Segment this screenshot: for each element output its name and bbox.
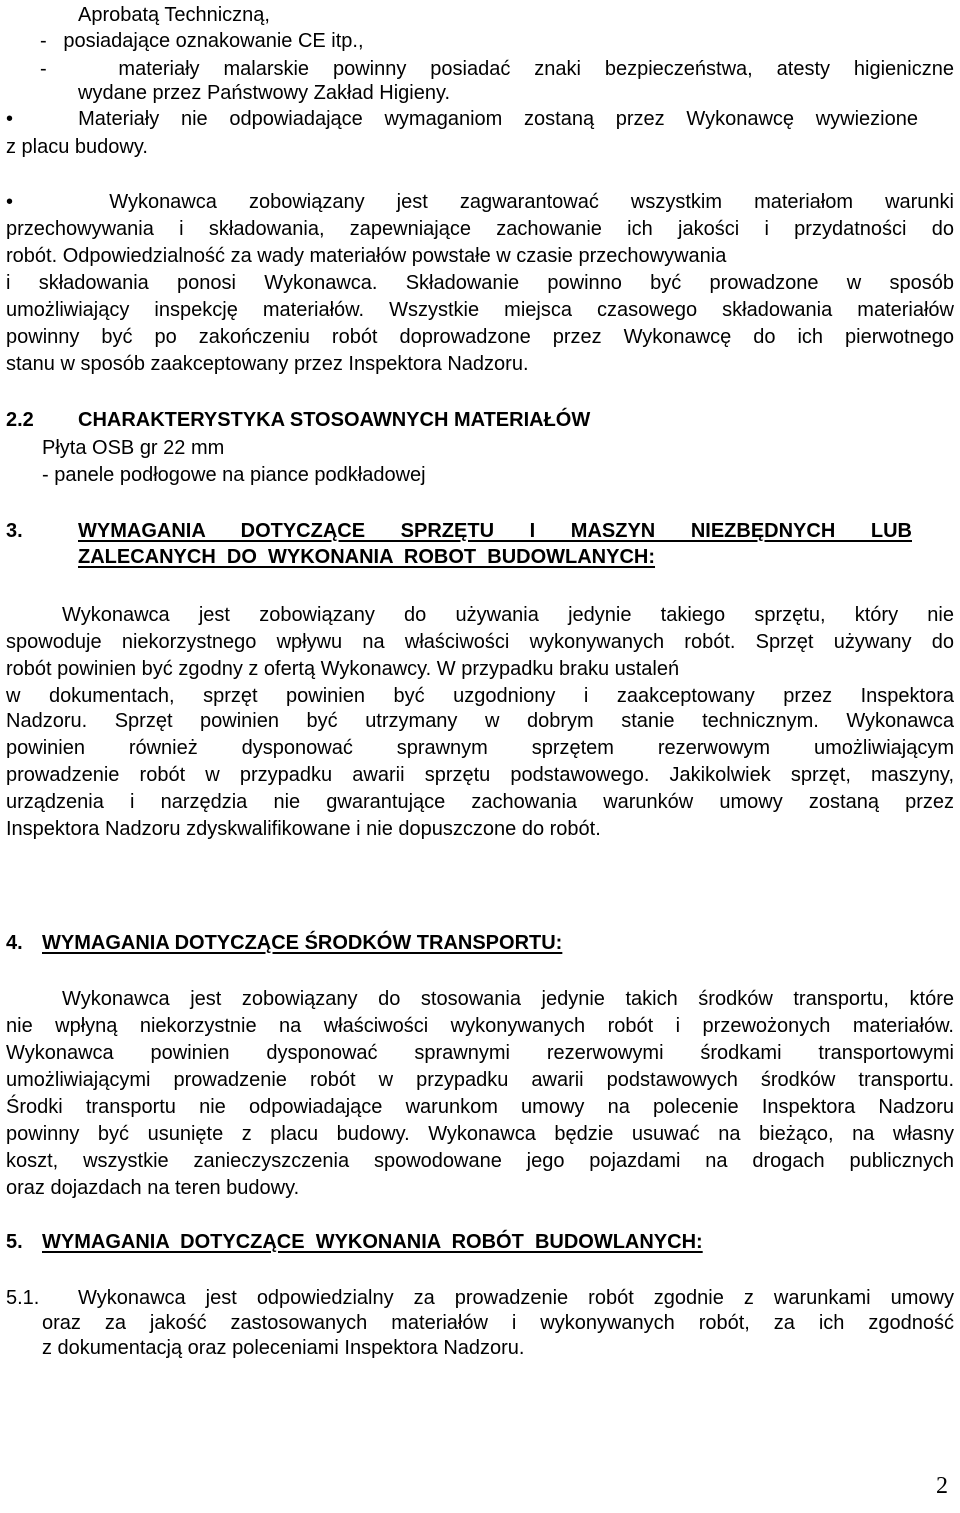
section-4-line-4: umożliwiającymi prowadzenie robót w przypadku awarii podstawowych środków transportu. — [6, 1069, 954, 1091]
section-3-number: 3. — [6, 520, 23, 542]
intro-line-4: wydane przez Państwowy Zakład Higieny. — [78, 82, 451, 104]
intro-line-5: • Materiały nie odpowiadające wymaganiom zostaną przez Wykonawcę wywiezione — [6, 108, 918, 130]
section-4-title: WYMAGANIA DOTYCZĄCE ŚRODKÓW TRANSPORTU: — [42, 932, 563, 954]
section-4-line-8: oraz dojazdach na teren budowy. — [6, 1177, 300, 1199]
section-5-1-line-1: Wykonawca jest odpowiedzialny za prowadzenie robót zgodnie z warunkami umowy — [78, 1287, 954, 1309]
section-3-line-8: urządzenia i narzędzia nie gwarantujące zachowania warunków umowy zostaną przez — [6, 791, 954, 813]
intro-line-2: - posiadające oznakowanie CE itp., — [40, 30, 364, 52]
section-2-2-number: 2.2 — [6, 409, 34, 431]
section-4-line-7: koszt, wszystkie zanieczyszczenia spowodowane jego pojazdami na drogach publicznych — [6, 1150, 954, 1172]
section-4-number: 4. — [6, 932, 23, 954]
section-3-line-2: spowoduje niekorzystnego wpływu na właściwości wykonywanych robót. Sprzęt używany do — [6, 631, 954, 653]
storage-line-2: przechowywania i składowania, zapewniające zachowanie ich jakości i przydatności do — [6, 218, 954, 240]
section-5-1-number: 5.1. — [6, 1287, 40, 1309]
section-5-1-line-3: z dokumentacją oraz poleceniami Inspektora Nadzoru. — [42, 1337, 525, 1359]
storage-line-6: powinny być po zakończeniu robót doprowadzone przez Wykonawcę do ich pierwotnego — [6, 326, 954, 348]
storage-line-1: • Wykonawca zobowiązany jest zagwarantować wszystkim materiałom warunki — [6, 191, 954, 213]
section-4-line-2: nie wpłyną niekorzystnie na właściwości wykonywanych robót i przewożonych materiałów. — [6, 1015, 954, 1037]
section-3-line-9: Inspektora Nadzoru zdyskwalifikowane i nie dopuszczone do robót. — [6, 818, 601, 840]
section-3-line-4: w dokumentach, sprzęt powinien być uzgodniony i zaakceptowany przez Inspektora — [6, 685, 954, 707]
section-3-line-3: robót powinien być zgodny z ofertą Wykonawcy. W przypadku braku ustaleń — [6, 658, 680, 680]
page-number: 2 — [936, 1473, 948, 1499]
section-5-title: WYMAGANIA DOTYCZĄCE WYKONANIA ROBÓT BUDOWLANYCH: — [42, 1231, 703, 1253]
section-3-title-line-1: WYMAGANIA DOTYCZĄCE SPRZĘTU I MASZYN NIEZBĘDNYCH LUB — [78, 520, 912, 542]
section-4-line-1: Wykonawca jest zobowiązany do stosowania jedynie takich środków transportu, które — [62, 988, 954, 1010]
section-4-line-5: Środki transportu nie odpowiadające warunkom umowy na polecenie Inspektora Nadzoru — [6, 1096, 954, 1118]
section-2-2-item-2: - panele podłogowe na piance podkładowej — [42, 464, 426, 486]
intro-line-3: - materiały malarskie powinny posiadać znaki bezpieczeństwa, atesty higieniczne — [40, 58, 954, 80]
storage-line-3: robót. Odpowiedzialność za wady materiałów powstałe w czasie przechowywania — [6, 245, 727, 267]
storage-line-5: umożliwiający inspekcję materiałów. Wszystkie miejsca czasowego składowania materiałów — [6, 299, 954, 321]
section-4-line-3: Wykonawca powinien dysponować sprawnymi rezerwowymi środkami transportowymi — [6, 1042, 954, 1064]
section-3-line-6: powinien również dysponować sprawnym sprzętem rezerwowym umożliwiającym — [6, 737, 954, 759]
section-3-line-1: Wykonawca jest zobowiązany do używania jedynie takiego sprzętu, który nie — [62, 604, 954, 626]
section-3-title-line-2: ZALECANYCH DO WYKONANIA ROBOT BUDOWLANYCH: — [78, 546, 656, 568]
intro-line-6: z placu budowy. — [6, 136, 148, 158]
section-4-line-6: powinny być usunięte z placu budowy. Wykonawca będzie usuwać na bieżąco, na własny — [6, 1123, 954, 1145]
section-3-line-5: Nadzoru. Sprzęt powinien być utrzymany w dobrym stanie technicznym. Wykonawca — [6, 710, 954, 732]
section-3-line-7: prowadzenie robót w przypadku awarii sprzętu podstawowego. Jakikolwiek sprzęt, maszyny, — [6, 764, 954, 786]
section-2-2-item-1: Płyta OSB gr 22 mm — [42, 437, 225, 459]
section-2-2-title: CHARAKTERYSTYKA STOSOAWNYCH MATERIAŁÓW — [78, 409, 591, 431]
section-5-1-line-2: oraz za jakość zastosowanych materiałów i wykonywanych robót, za ich zgodność — [42, 1312, 954, 1334]
section-5-number: 5. — [6, 1231, 23, 1253]
storage-line-4: i składowania ponosi Wykonawca. Składowanie powinno być prowadzone w sposób — [6, 272, 954, 294]
intro-line-1: Aprobatą Techniczną, — [78, 4, 270, 26]
storage-line-7: stanu w sposób zaakceptowany przez Inspektora Nadzoru. — [6, 353, 529, 375]
